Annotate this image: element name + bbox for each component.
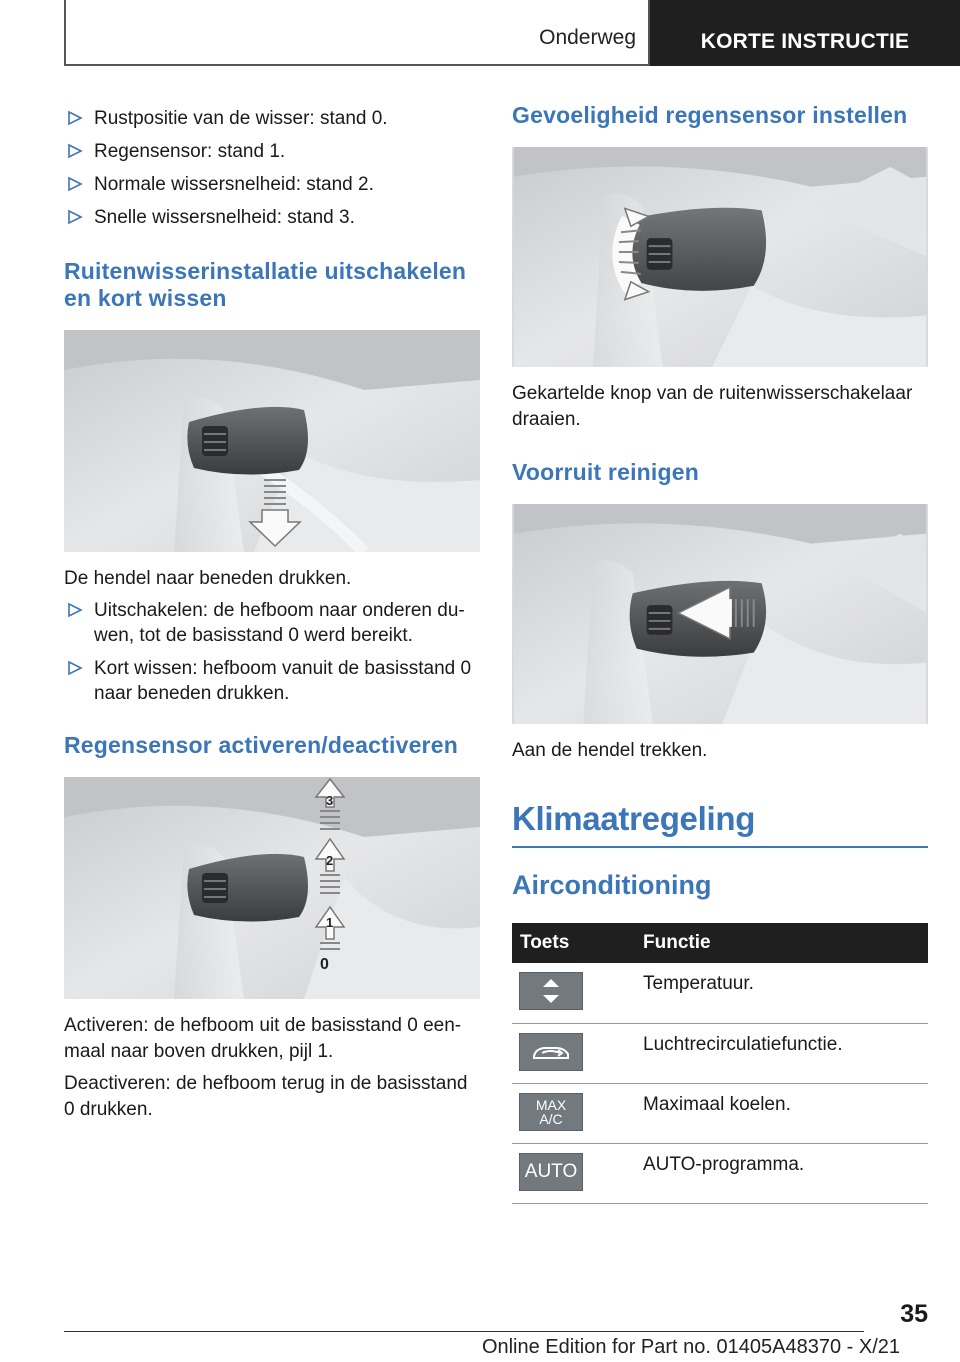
recirculation-car-icon (519, 1033, 583, 1071)
photo-lever-pull (512, 504, 928, 724)
table-header-row (512, 923, 928, 963)
list-item: Kort wissen: hefboom vanuit de basisstand 0 naar beneden drukken. (64, 656, 480, 706)
paragraph-turn-knob: Gekartelde knop van de ruitenwisserschakelaar draaien. (512, 383, 913, 430)
list-item: Regensensor: stand 1. (64, 139, 480, 164)
header-section-title: Onderweg (539, 26, 636, 49)
heading-wiper-off: Ruitenwisserinstallatie uitschakelen en kort wissen (64, 258, 467, 311)
triangle-bullet-icon (66, 142, 84, 160)
triangle-bullet-icon (66, 208, 84, 226)
paragraph-deactivate: Deactiveren: de hefboom terug in de basisstand 0 drukken. (64, 1073, 468, 1120)
wiper-off-list (64, 598, 480, 706)
photo-knurled-knob (512, 147, 928, 367)
heading-clean-windscreen: Voorruit reinigen (512, 459, 699, 485)
paragraph-activate: Activeren: de hefboom uit de basisstand 0 een-maal naar boven drukken, pijl 1. (64, 1015, 462, 1062)
paragraph-lever-down: De hendel naar beneden drukken. (64, 568, 352, 589)
triangle-bullet-icon (66, 659, 84, 677)
heading-sensitivity: Gevoeligheid regensensor instellen (512, 102, 908, 128)
table-row (512, 1143, 928, 1203)
table-cell-function: Temperatuur. (643, 963, 928, 1023)
footer-divider (64, 1331, 864, 1332)
header-chapter-tab: KORTE INSTRUCTIE (650, 0, 960, 66)
temperature-arrows-icon (519, 972, 583, 1010)
table-cell-function: Luchtrecirculatiefunctie. (643, 1023, 928, 1083)
page-number: 35 (900, 1300, 928, 1328)
left-column (64, 98, 480, 1123)
max-ac-icon (519, 1093, 583, 1131)
list-item: Snelle wissersnelheid: stand 3. (64, 205, 480, 230)
column-header-function: Functie (643, 923, 928, 963)
triangle-bullet-icon (66, 109, 84, 127)
header-frame (64, 0, 650, 66)
key-function-table (512, 923, 928, 1204)
table-cell-function: AUTO-programma. (643, 1143, 928, 1203)
column-header-key: Toets (512, 923, 643, 963)
list-item: Rustpositie van de wisser: stand 0. (64, 106, 480, 131)
footer-edition: Online Edition for Part no. 01405A48370 - X/21 (481, 1336, 900, 1358)
table-row (512, 1083, 928, 1143)
arrow-label-1: 1 (326, 915, 334, 930)
table-row (512, 963, 928, 1023)
auto-icon (519, 1153, 583, 1191)
list-item: Uitschakelen: de hefboom naar onderen du-wen, tot de basisstand 0 werd bereikt. (64, 598, 480, 648)
photo-wiper-lever-down (64, 330, 480, 552)
table-cell-function: Maximaal koelen. (643, 1083, 928, 1143)
arrow-label-0: 0 (320, 956, 329, 973)
wiper-positions-list (64, 106, 480, 230)
auto-icon-label: AUTO (524, 1160, 578, 1182)
chapter-title: Klimaatregeling (512, 800, 928, 848)
max-ac-line1: MAX (535, 1096, 567, 1113)
arrow-label-2: 2 (326, 853, 334, 868)
triangle-bullet-icon (66, 175, 84, 193)
triangle-bullet-icon (66, 601, 84, 619)
photo-rain-sensor-lever-up (64, 777, 480, 999)
right-column (512, 98, 928, 1204)
arrow-label-3: 3 (326, 793, 334, 808)
paragraph-pull-lever: Aan de hendel trekken. (512, 740, 708, 761)
heading-rain-sensor: Regensensor activeren/deactiveren (64, 732, 458, 758)
max-ac-line2: A/C (539, 1110, 563, 1127)
table-row (512, 1023, 928, 1083)
section-title: Airconditioning (512, 870, 712, 900)
list-item: Normale wissersnelheid: stand 2. (64, 172, 480, 197)
